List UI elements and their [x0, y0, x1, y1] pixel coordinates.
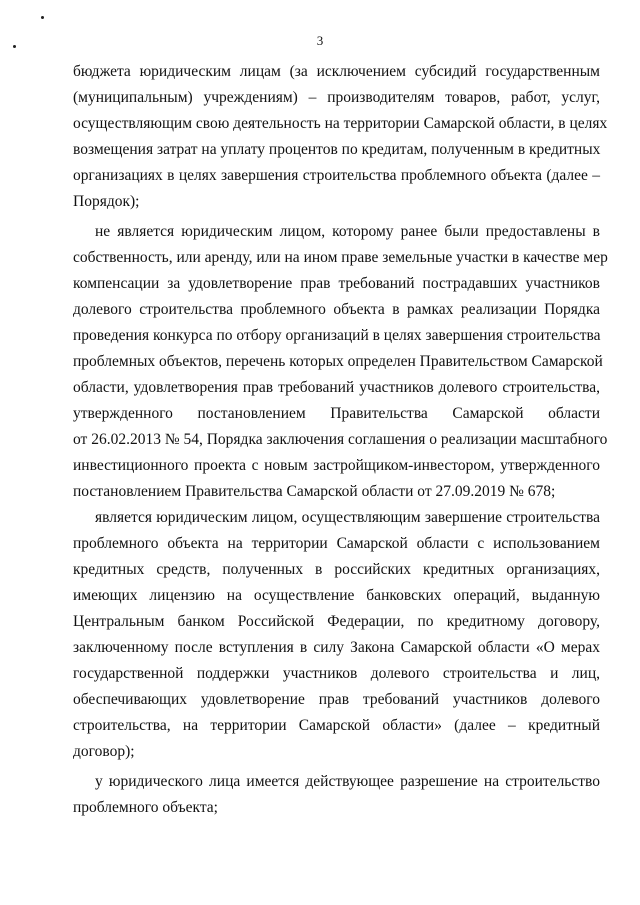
text-line: проведения конкурса по отбору организаций в целях завершения строительства — [73, 327, 601, 344]
text-line: постановлением Правительства Самарской области от 27.09.2019 № 678; — [73, 483, 556, 500]
text-line: договор); — [73, 743, 135, 760]
text-line: осуществляющим свою деятельность на территории Самарской области, в целях — [73, 115, 608, 132]
text-line: имеющих лицензию на осуществление банковских операций, выданную — [73, 587, 600, 604]
text-line: Центральным банком Российской Федерации, по кредитному договору, — [73, 613, 600, 630]
text-line: возмещения затрат на уплату процентов по кредитам, полученным в кредитных — [73, 141, 601, 158]
text-line: компенсации за удовлетворение прав требований пострадавших участников — [73, 275, 600, 292]
text-line: проблемных объектов, перечень которых определен Правительством Самарской — [73, 353, 603, 370]
text-line: бюджета юридическим лицам (за исключением субсидий государственным — [73, 63, 600, 80]
text-line: у юридического лица имеется действующее разрешение на строительство — [95, 773, 600, 790]
text-line: кредитных средств, полученных в российских кредитных организациях, — [73, 561, 600, 578]
text-line: заключенному после вступления в силу Закона Самарской области «О мерах — [73, 639, 600, 656]
text-line: инвестиционного проекта с новым застройщиком-инвестором, утвержденного — [73, 457, 600, 474]
text-line: строительства, на территории Самарской области» (далее – кредитный — [73, 717, 600, 734]
text-line: обеспечивающих удовлетворение прав требований участников долевого — [73, 691, 600, 708]
text-line: проблемного объекта на территории Самарской области с использованием — [73, 535, 600, 552]
text-line: государственной поддержки участников долевого строительства и лиц, — [73, 665, 600, 682]
text-line: утвержденного постановлением Правительства Самарской области — [73, 405, 600, 422]
text-line: Порядок); — [73, 193, 140, 210]
text-line: долевого строительства проблемного объекта в рамках реализации Порядка — [73, 301, 600, 318]
text-line: не является юридическим лицом, которому ранее были предоставлены в — [95, 223, 600, 240]
page-number: 3 — [316, 33, 324, 48]
text-line: является юридическим лицом, осуществляющим завершение строительства — [95, 509, 600, 526]
text-line: области, удовлетворения прав требований участников долевого строительства, — [73, 379, 600, 396]
text-line: проблемного объекта; — [73, 799, 218, 816]
text-line: собственность, или аренду, или на ином праве земельные участки в качестве мер — [73, 249, 608, 266]
text-line: организациях в целях завершения строительства проблемного объекта (далее – — [73, 167, 600, 184]
scan-speck — [41, 16, 44, 19]
text-line: (муниципальным) учреждениям) – производителям товаров, работ, услуг, — [73, 89, 600, 106]
text-line: от 26.02.2013 № 54, Порядка заключения соглашения о реализации масштабного — [73, 431, 608, 448]
